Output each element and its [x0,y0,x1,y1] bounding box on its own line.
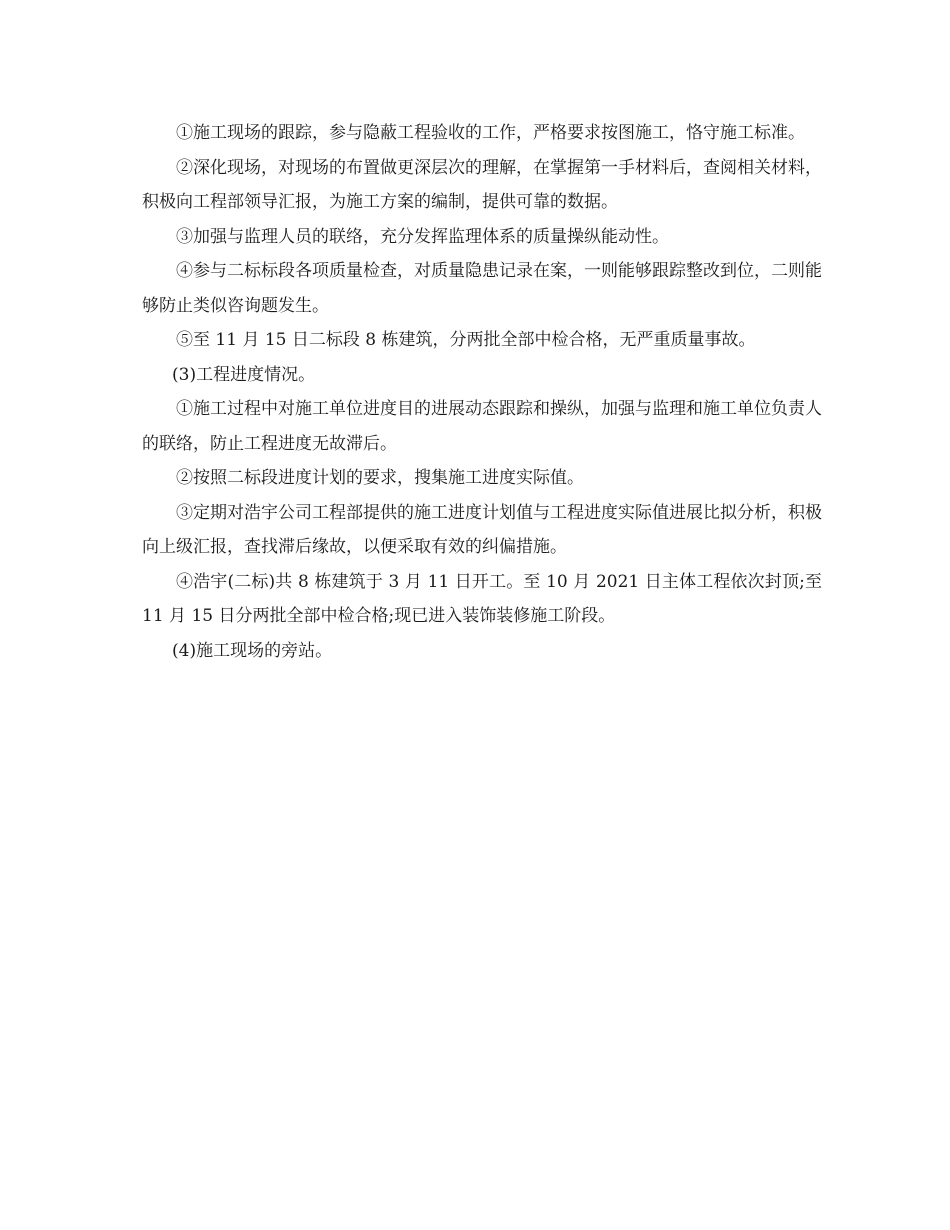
section-heading-site-standby: (4)施工现场的旁站。 [172,640,333,661]
paragraph-quality-site-study: ②深化现场，对现场的布置做更深层次的理解，在掌握第一手材料后，查阅相关材料，积极向工程部领导汇报，为施工方案的编制，提供可靠的数据。 [142,157,822,212]
paragraph-progress-status: ④浩宇(二标)共 8 栋建筑于 3 月 11 日开工。至 10 月 2021 日主体工程依次封顶;至 11 月 15 日分两批全部中检合格;现已进入装饰装修施工阶段。 [142,571,822,626]
paragraph-progress-collection: ②按照二标段进度计划的要求，搜集施工进度实际值。 [176,468,584,488]
paragraph-quality-result: ⑤至 11 月 15 日二标段 8 栋建筑，分两批全部中检合格，无严重质量事故。 [176,330,756,350]
paragraph-progress-tracking: ①施工过程中对施工单位进度目的进展动态跟踪和操纵，加强与监理和施工单位负责人的联络，防止工程进度无故滞后。 [142,399,822,454]
section-heading-progress: (3)工程进度情况。 [172,364,316,385]
paragraph-quality-supervision-liaison: ③加强与监理人员的联络，充分发挥监理体系的质量操纵能动性。 [176,226,669,247]
paragraph-quality-inspection: ④参与二标标段各项质量检查，对质量隐患记录在案，一则能够跟踪整改到位，二则能够防止类似咨询题发生。 [142,261,822,316]
paragraph-progress-analysis: ③定期对浩宇公司工程部提供的施工进度计划值与工程进度实际值进展比拟分析，积极向上级汇报，查找滞后缘故，以便采取有效的纠偏措施。 [142,502,822,557]
paragraph-quality-site-tracking: ①施工现场的跟踪，参与隐蔽工程验收的工作，严格要求按图施工，恪守施工标准。 [176,123,805,143]
document-page [142,116,822,668]
